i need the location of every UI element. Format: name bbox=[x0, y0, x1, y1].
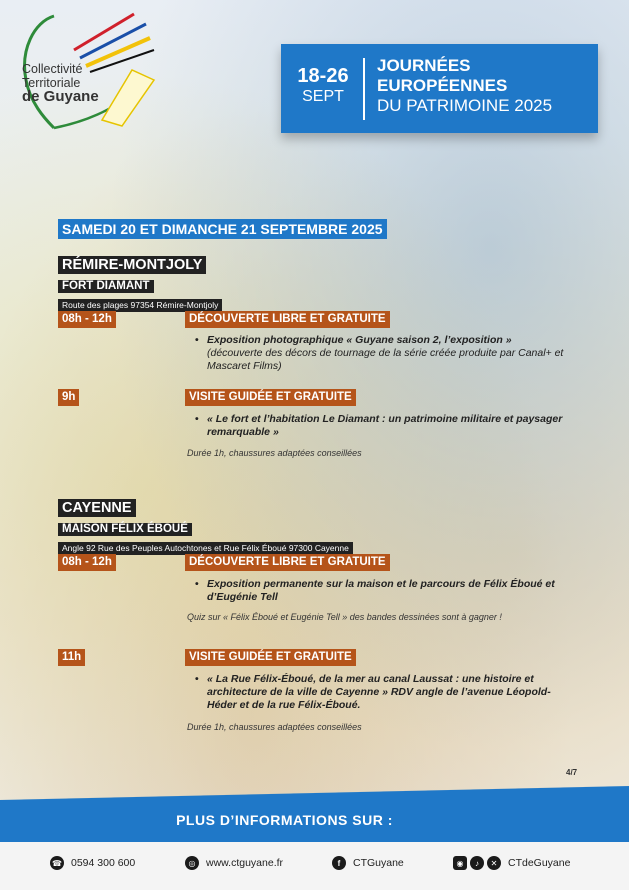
event-type-tag: VISITE GUIDÉE ET GRATUITE bbox=[185, 649, 356, 666]
event-time-tag: 08h - 12h bbox=[58, 311, 116, 328]
header-dates bbox=[289, 64, 357, 106]
page-number: 4/7 bbox=[566, 768, 578, 777]
event-note: Durée 1h, chaussures adaptées conseillées bbox=[187, 722, 362, 732]
event-title: « Le fort et l’habitation Le Diamant : un patrimoine militaire et paysager remarquable » bbox=[207, 413, 563, 438]
location-header bbox=[58, 254, 222, 312]
event-description bbox=[195, 413, 567, 439]
logo-line-1: Collectivité bbox=[22, 62, 83, 76]
location-address: Route des plages 97354 Rémire-Montjoly bbox=[58, 299, 222, 312]
event-detail: (découverte des décors de tournage de la série créée produite par Canal+ et Mascaret Films) bbox=[207, 347, 564, 372]
location-city: CAYENNE bbox=[58, 499, 136, 517]
event-time-tag: 08h - 12h bbox=[58, 554, 116, 571]
event-description bbox=[195, 578, 567, 604]
header-title bbox=[377, 56, 552, 116]
logo-line-3: de Guyane bbox=[22, 88, 99, 105]
event-note: Quiz sur « Félix Éboué et Eugénie Tell » des bandes dessinées sont à gagner ! bbox=[187, 612, 502, 622]
facebook-handle: CTGuyane bbox=[353, 857, 404, 869]
bullet: • bbox=[195, 673, 199, 685]
location-header bbox=[58, 497, 353, 555]
location-venue: MAISON FÉLIX ÉBOUÉ bbox=[58, 523, 192, 536]
footer-title: PLUS D’INFORMATIONS SUR : bbox=[176, 812, 393, 828]
contact-website[interactable] bbox=[185, 856, 283, 870]
globe-icon: ◎ bbox=[185, 856, 199, 870]
location-city: RÉMIRE-MONTJOLY bbox=[58, 256, 206, 274]
location-address: Angle 92 Rue des Peuples Autochtones et Rue Félix Éboué 97300 Cayenne bbox=[58, 542, 353, 555]
event-description bbox=[195, 334, 572, 373]
website-url: www.ctguyane.fr bbox=[206, 857, 284, 869]
event-type-tag: DÉCOUVERTE LIBRE ET GRATUITE bbox=[185, 554, 390, 571]
instagram-icon: ◉ bbox=[453, 856, 467, 870]
header-month: SEPT bbox=[302, 88, 344, 105]
event-title: Exposition photographique « Guyane saison 2, l’exposition » bbox=[207, 334, 512, 346]
bullet: • bbox=[195, 413, 199, 425]
header-title-line-2: EUROPÉENNES bbox=[377, 76, 508, 95]
event-time-tag: 11h bbox=[58, 649, 85, 666]
event-description bbox=[195, 673, 567, 712]
event-time-tag: 9h bbox=[58, 389, 79, 406]
event-title: « La Rue Félix-Éboué, de la mer au canal Laussat : une histoire et architecture de la ville de Cayenne » RDV angle de l’avenue Léopold-Héder et de la rue Félix-Éboué. bbox=[207, 673, 551, 711]
event-header bbox=[281, 44, 598, 133]
header-divider bbox=[363, 58, 365, 120]
contact-facebook[interactable] bbox=[332, 856, 404, 870]
social-handle: CTdeGuyane bbox=[508, 857, 571, 869]
bullet: • bbox=[195, 334, 199, 346]
logo bbox=[14, 10, 164, 135]
logo-line-2: Territoriale bbox=[22, 76, 81, 90]
location-venue: FORT DIAMANT bbox=[58, 280, 154, 293]
phone-icon: ☎ bbox=[50, 856, 64, 870]
x-icon: ✕ bbox=[487, 856, 501, 870]
event-type-tag: DÉCOUVERTE LIBRE ET GRATUITE bbox=[185, 311, 390, 328]
contact-social[interactable] bbox=[453, 856, 570, 870]
logo-text bbox=[22, 62, 99, 104]
header-title-line-1: JOURNÉES bbox=[377, 56, 471, 75]
phone-number: 0594 300 600 bbox=[71, 857, 136, 869]
header-days: 18-26 bbox=[297, 65, 349, 87]
bullet: • bbox=[195, 578, 199, 590]
header-title-line-3: DU PATRIMOINE 2025 bbox=[377, 96, 553, 115]
event-type-tag: VISITE GUIDÉE ET GRATUITE bbox=[185, 389, 356, 406]
day-banner: SAMEDI 20 ET DIMANCHE 21 SEPTEMBRE 2025 bbox=[58, 219, 387, 239]
event-note: Durée 1h, chaussures adaptées conseillées bbox=[187, 448, 362, 458]
tiktok-icon: ♪ bbox=[470, 856, 484, 870]
contact-phone[interactable] bbox=[50, 856, 135, 870]
facebook-icon: f bbox=[332, 856, 346, 870]
event-title: Exposition permanente sur la maison et le parcours de Félix Éboué et d’Eugénie Tell bbox=[207, 578, 555, 603]
